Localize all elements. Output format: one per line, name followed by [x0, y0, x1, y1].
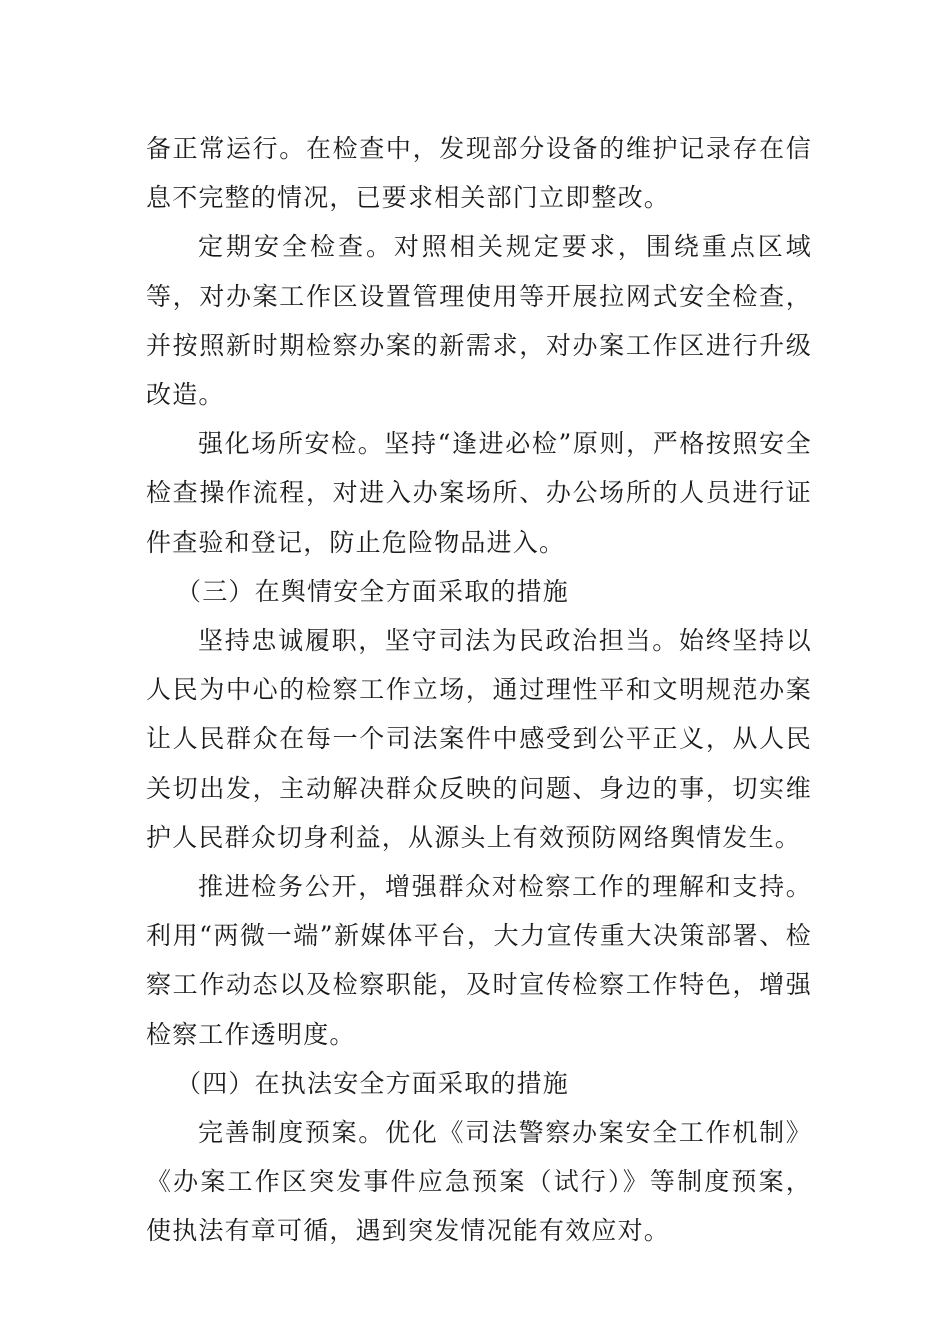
paragraph-venue-security-check: 强化场所安检。坚持“逢进必检”原则，严格按照安全检查操作流程，对进入办案场所、办公场所的人员进行证件查验和登记，防止危险物品进入。 — [146, 429, 812, 557]
paragraph-periodic-safety-check: 定期安全检查。对照相关规定要求，围绕重点区域等，对办案工作区设置管理使用等开展拉网式安全检查，并按照新时期检察办案的新需求，对办案工作区进行升级改造。 — [146, 232, 812, 410]
paragraph-equipment-maintenance: 备正常运行。在检查中，发现部分设备的维护记录存在信息不完整的情况，已要求相关部门立即整改。 — [146, 134, 812, 213]
paragraph-procuratorial-openness: 推进检务公开，增强群众对检察工作的理解和支持。利用“两微一端”新媒体平台，大力宣传重大决策部署、检察工作动态以及检察职能，及时宣传检察工作特色，增强检察工作透明度。 — [146, 872, 812, 1049]
section-heading-public-opinion: （三）在舆情安全方面采取的措施 — [176, 576, 570, 606]
paragraph-improve-plans: 完善制度预案。优化《司法警察办案安全工作机制》《办案工作区突发事件应急预案（试行）》等制度预案，使执法有章可循，遇到突发情况能有效应对。 — [146, 1118, 812, 1246]
document-body — [146, 124, 812, 1256]
paragraph-loyal-duty: 坚持忠诚履职，坚守司法为民政治担当。始终坚持以人民为中心的检察工作立场，通过理性平和文明规范办案让人民群众在每一个司法案件中感受到公平正义，从人民关切出发，主动解决群众反映的问题、身边的事，切实维护人民群众切身利益，从源头上有效预防网络舆情发生。 — [146, 626, 812, 852]
section-heading-law-enforcement: （四）在执法安全方面采取的措施 — [176, 1068, 570, 1098]
